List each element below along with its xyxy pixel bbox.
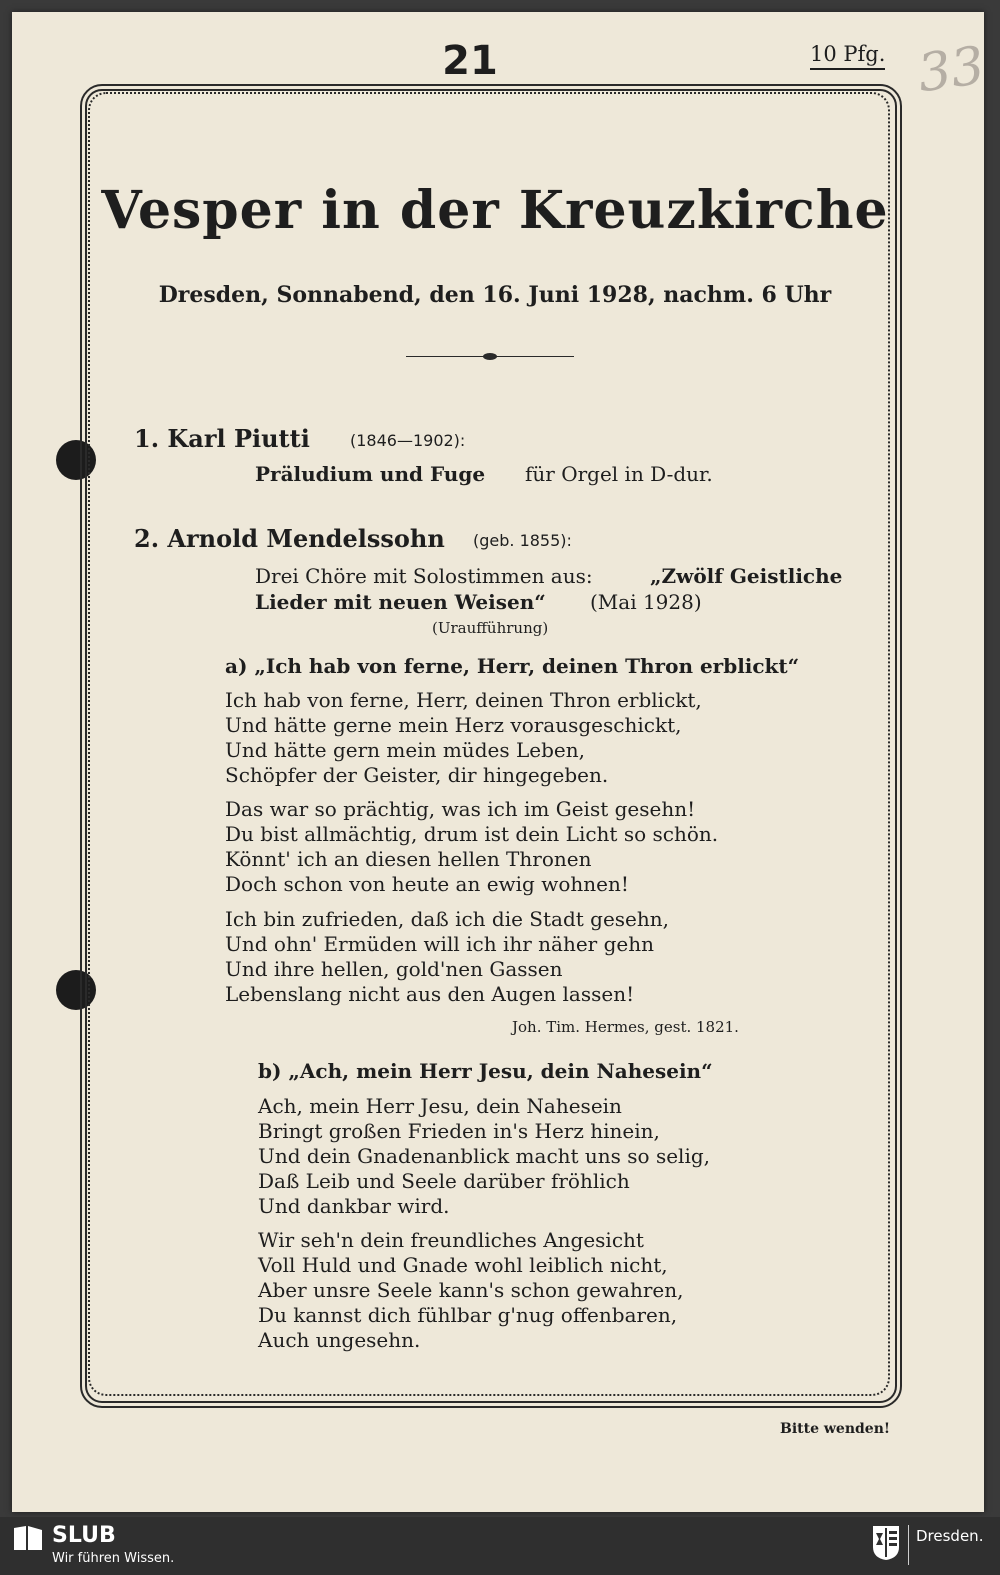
dresden-crest-icon — [872, 1525, 900, 1561]
event-subtitle: Dresden, Sonnabend, den 16. Juni 1928, nachm. 6 Uhr — [158, 282, 832, 308]
song-b-line: Wir seh'n dein freundliches Angesicht — [258, 1228, 644, 1252]
program-item-2-collection-cont: Lieder mit neuen Weisen“ — [255, 590, 546, 614]
song-b-line: Und dankbar wird. — [258, 1194, 450, 1218]
premiere-note: (Uraufführung) — [432, 619, 549, 637]
song-a-line: Schöpfer der Geister, dir hingegeben. — [225, 763, 609, 787]
page-number: 21 — [442, 38, 498, 84]
song-a-line: Doch schon von heute an ewig wohnen! — [225, 872, 629, 896]
program-item-2-collection: „Zwölf Geistliche — [650, 564, 843, 588]
program-item-1-heading: 1. Karl Piutti — [134, 424, 310, 453]
song-b-line: Ach, mein Herr Jesu, dein Nahesein — [258, 1094, 622, 1118]
price-label: 10 Pfg. — [810, 42, 885, 70]
song-b-line: Und dein Gnadenanblick macht uns so selig, — [258, 1144, 711, 1168]
song-a-line: Und ihre hellen, gold'nen Gassen — [225, 957, 563, 981]
song-a-line: Könnt' ich an diesen hellen Thronen — [225, 847, 592, 871]
song-a-author: Joh. Tim. Hermes, gest. 1821. — [512, 1018, 739, 1036]
dresden-logo-text: Dresden. — [916, 1527, 984, 1545]
song-b-line: Auch ungesehn. — [258, 1328, 421, 1352]
program-item-2-heading: 2. Arnold Mendelssohn — [134, 524, 445, 553]
song-a-line: Ich hab von ferne, Herr, deinen Thron erblickt, — [225, 688, 702, 712]
divider-ornament — [406, 355, 574, 359]
book-icon — [12, 1524, 44, 1552]
song-a-line: Und hätte gern mein müdes Leben, — [225, 738, 585, 762]
song-b-line: Daß Leib und Seele darüber fröhlich — [258, 1169, 630, 1193]
song-b-line: Du kannst dich fühlbar g'nug offenbaren, — [258, 1303, 678, 1327]
song-b-line: Bringt großen Frieden in's Herz hinein, — [258, 1119, 660, 1143]
program-item-1-dates: (1846—1902): — [350, 431, 466, 450]
song-a-title: a) „Ich hab von ferne, Herr, deinen Thron erblickt“ — [225, 654, 800, 678]
page-title: Vesper in der Kreuzkirche — [101, 180, 889, 241]
slub-logo-text: SLUB — [52, 1523, 116, 1548]
song-a-line: Du bist allmächtig, drum ist dein Licht so schön. — [225, 822, 719, 846]
song-a-line: Ich bin zufrieden, daß ich die Stadt gesehn, — [225, 907, 670, 931]
song-b-line: Voll Huld und Gnade wohl leiblich nicht, — [258, 1253, 668, 1277]
program-item-2-date: (Mai 1928) — [590, 590, 702, 614]
slub-tagline: Wir führen Wissen. — [52, 1551, 175, 1566]
song-a-line: Und hätte gerne mein Herz vorausgeschickt, — [225, 713, 682, 737]
footer-divider — [908, 1525, 909, 1565]
handwritten-mark: 33 — [914, 35, 989, 105]
program-item-1-work: Präludium und Fuge — [255, 462, 486, 486]
footer-bar — [0, 1517, 1000, 1575]
program-item-2-dates: (geb. 1855): — [473, 531, 572, 550]
song-a-line: Und ohn' Ermüden will ich ihr näher gehn — [225, 932, 654, 956]
song-a-line: Das war so prächtig, was ich im Geist gesehn! — [225, 797, 696, 821]
program-item-1-instrument: für Orgel in D-dur. — [525, 462, 713, 486]
song-a-line: Lebenslang nicht aus den Augen lassen! — [225, 982, 635, 1006]
program-item-2-desc: Drei Chöre mit Solostimmen aus: — [255, 564, 593, 588]
turn-page-note: Bitte wenden! — [780, 1421, 891, 1437]
song-b-line: Aber unsre Seele kann's schon gewahren, — [258, 1278, 684, 1302]
song-b-title: b) „Ach, mein Herr Jesu, dein Nahesein“ — [258, 1059, 713, 1083]
